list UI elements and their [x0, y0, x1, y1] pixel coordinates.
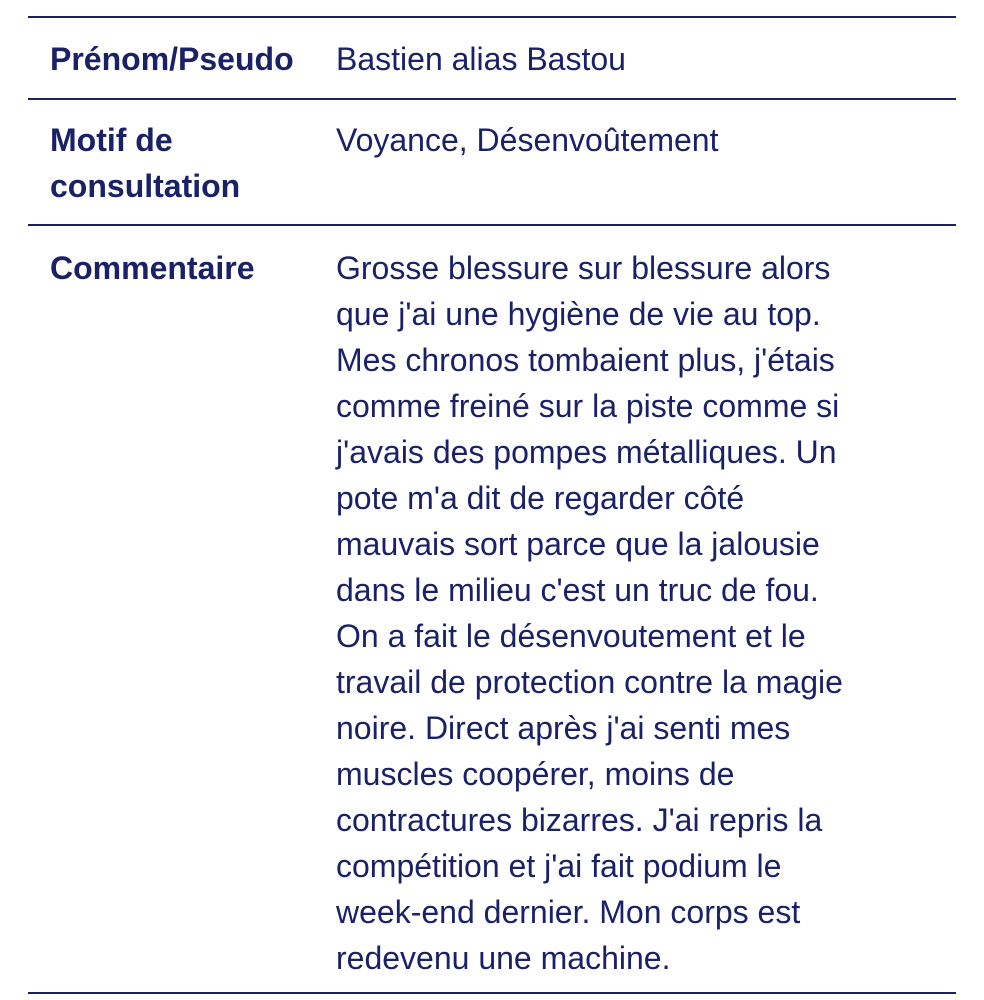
comment-line: Grosse blessure sur blessure alors: [336, 250, 831, 286]
comment-line: contractures bizarres. J'ai repris la: [336, 802, 823, 838]
name-value: Bastien alias Bastou: [336, 41, 626, 77]
motif-value: Voyance, Désenvoûtement: [336, 122, 719, 158]
testimonial-table: [28, 16, 956, 994]
comment-line: Mes chronos tombaient plus, j'étais: [336, 342, 835, 378]
comment-line: compétition et j'ai fait podium le: [336, 848, 782, 884]
motif-label: [28, 117, 336, 224]
comment-line: travail de protection contre la magie: [336, 664, 843, 700]
comment-line: dans le milieu c'est un truc de fou.: [336, 572, 819, 608]
comment-line: mauvais sort parce que la jalousie: [336, 526, 820, 562]
comment-line: que j'ai une hygiène de vie au top.: [336, 296, 821, 332]
comment-line: On a fait le désenvoutement et le: [336, 618, 806, 654]
comment-line: comme freiné sur la piste comme si: [336, 388, 840, 424]
name-label: Prénom/Pseudo: [50, 41, 294, 77]
comment-label: Commentaire: [50, 250, 255, 286]
comment-value: [336, 245, 956, 992]
motif-label-line: Motif de: [50, 122, 173, 158]
motif-row: [28, 98, 956, 224]
comment-line: week-end dernier. Mon corps est: [336, 894, 801, 930]
comment-line: noire. Direct après j'ai senti mes: [336, 710, 791, 746]
comment-line: j'avais des pompes métalliques. Un: [336, 434, 837, 470]
comment-line: muscles coopérer, moins de: [336, 756, 735, 792]
comment-line: redevenu une machine.: [336, 940, 671, 976]
comment-row: [28, 224, 956, 994]
comment-line: pote m'a dit de regarder côté: [336, 480, 745, 516]
name-row: [28, 16, 956, 98]
motif-label-line: consultation: [50, 168, 241, 204]
